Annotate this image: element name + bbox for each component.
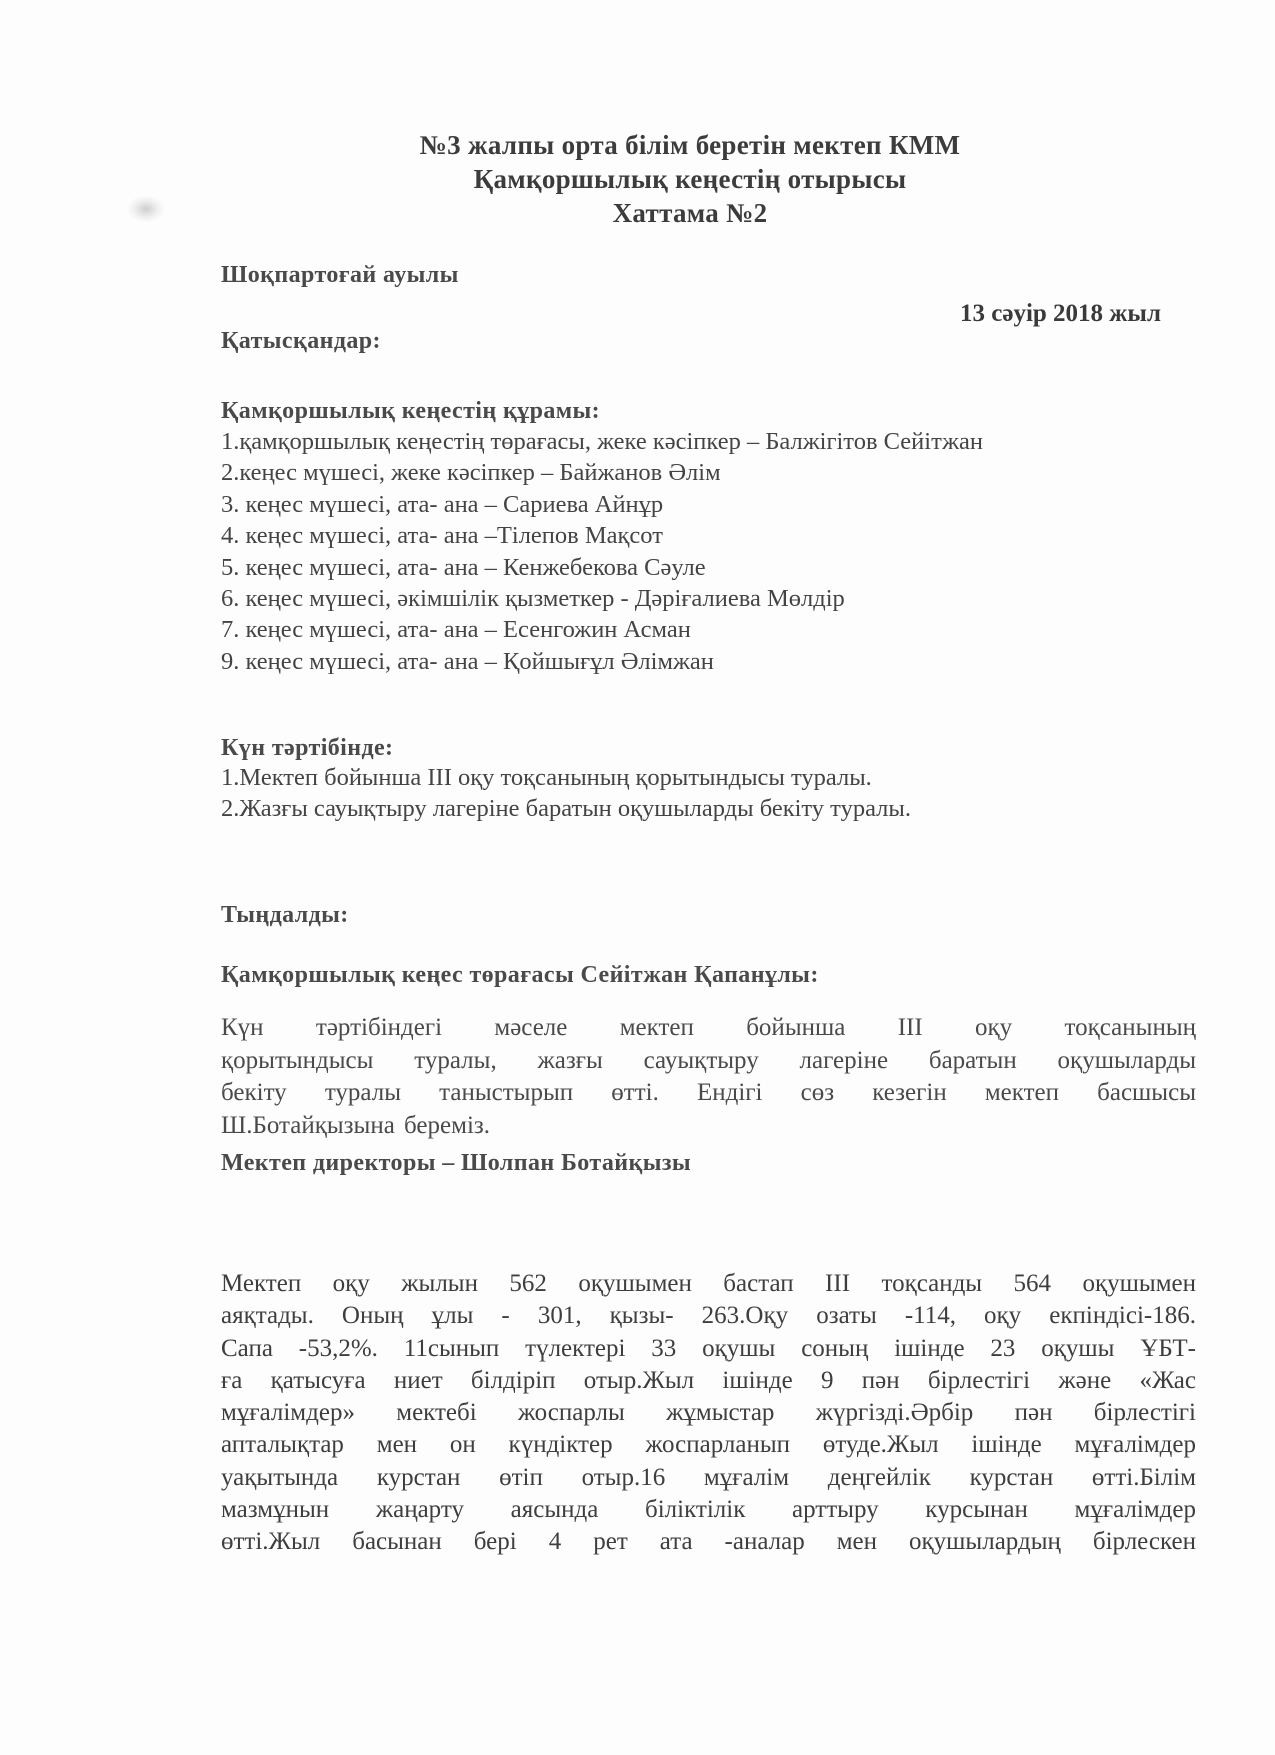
location: Шоқпартоғай ауылы [221, 262, 459, 288]
agenda-list [221, 762, 1181, 825]
participants-label: Қатысқандар: [221, 328, 381, 354]
paragraph-line: мұғалімдер» мектебі жоспарлы жұмыстар жүргізді.Әрбір пән бірлестігі [221, 1399, 1196, 1427]
speaker1-text [221, 1012, 1196, 1142]
paragraph-line: Ш.Ботайқызына береміз. [221, 1111, 491, 1139]
scan-speck [128, 196, 164, 222]
paragraph-line: мазмұнын жаңарту аясында біліктілік арттыру курсынан мұғалімдер [221, 1496, 1196, 1524]
paragraph-line: қорытындысы туралы, жазғы сауықтыру лагеріне баратын оқушыларды [221, 1046, 1196, 1074]
agenda-title: Күн тәртібінде: [221, 735, 394, 761]
agenda-item: 2.Жазғы сауықтыру лагеріне баратын оқушыларды бекіту туралы. [221, 795, 911, 823]
agenda-item: 1.Мектеп бойынша ІІІ оқу тоқсанының қорытындысы туралы. [221, 764, 872, 791]
council-title: Қамқоршылық кеңестің құрамы: [221, 398, 601, 424]
speaker2-title: Мектеп директоры – Шолпан Ботайқызы [221, 1150, 692, 1176]
council-members-list [221, 426, 1181, 677]
heard-label: Тыңдалды: [221, 902, 349, 928]
paragraph-line: аяқтады. Оның ұлы - 301, қызы- 263.Оқу озаты -114, оқу екпіндісі-186. [221, 1302, 1196, 1330]
paragraph-line: Күн тәртібіндегі мәселе мектеп бойынша ІІІ оқу тоқсанының [221, 1014, 1196, 1041]
council-member: 9. кеңес мүшесі, ата- ана – Қойшығұл Әлімжан [221, 647, 714, 675]
council-member: 5. кеңес мүшесі, ата- ана – Кенжебекова Сәуле [221, 553, 706, 581]
paragraph-line: өтті.Жыл басынан бері 4 рет ата -аналар мен оқушылардың бірлескен [221, 1528, 1196, 1556]
paragraph-line: ға қатысуға ниет білдіріп отыр.Жыл ішінде 9 пән бірлестігі және «Жас [221, 1366, 1196, 1394]
council-member: 1.қамқоршылық кеңестің төрағасы, жеке кәсіпкер – Балжігітов Сейітжан [221, 428, 983, 455]
protocol-number: Хаттама №2 [612, 198, 768, 228]
council-member: 7. кеңес мүшесі, ата- ана – Есенгожин Асман [221, 616, 691, 644]
speaker1-title: Қамқоршылық кеңес төрағасы Сейітжан Қапанұлы: [221, 962, 819, 988]
paragraph-line: апталықтар мен он күндіктер жоспарланып өтуде.Жыл ішінде мұғалімдер [221, 1431, 1196, 1459]
paragraph-line: Мектеп оқу жылын 562 оқушымен бастап ІІІ тоқсанды 564 оқушымен [221, 1270, 1196, 1297]
school-name: №3 жалпы орта білім беретін мектеп КММ [419, 130, 961, 160]
speaker2-text [221, 1268, 1196, 1559]
document-date: 13 сәуір 2018 жыл [960, 300, 1161, 327]
council-member: 4. кеңес мүшесі, ата- ана –Тілепов Мақсот [221, 522, 663, 550]
document-header [300, 128, 1080, 230]
council-member: 3. кеңес мүшесі, ата- ана – Сариева Айнұр [221, 490, 664, 518]
agenda-section [221, 735, 1181, 825]
council-member: 6. кеңес мүшесі, әкімшілік қызметкер - Дәріғалиева Мөлдір [221, 585, 845, 613]
council-member: 2.кеңес мүшесі, жеке кәсіпкер – Байжанов Әлім [221, 459, 721, 487]
paragraph-line: уақытында курстан өтіп отыр.16 мұғалім деңгейлік курстан өтті.Білім [221, 1463, 1196, 1491]
meeting-title: Қамқоршылық кеңестің отырысы [473, 164, 907, 194]
paragraph-line: бекіту туралы таныстырып өтті. Ендігі сөз кезегін мектеп басшысы [221, 1079, 1196, 1106]
council-section [221, 398, 1181, 677]
paragraph-line: Сапа -53,2%. 11сынып түлектері 33 оқушы соның ішінде 23 оқушы ҰБТ- [221, 1334, 1196, 1362]
